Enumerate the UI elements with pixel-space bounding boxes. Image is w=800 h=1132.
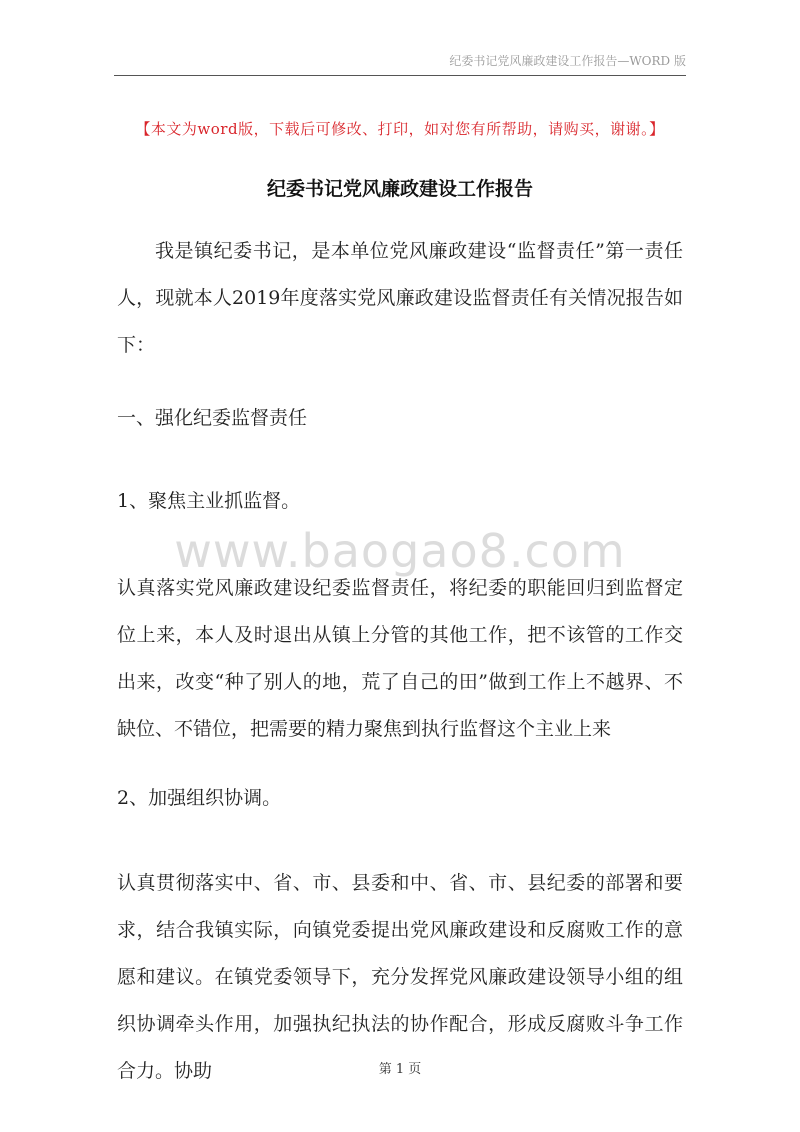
item-heading-2: 2、加强组织协调。 [117,787,282,809]
document-title: 纪委书记党风廉政建设工作报告 [266,178,533,200]
item-1-paragraph: 认真落实党风廉政建设纪委监督责任，将纪委的职能回归到监督定位上来，本人及时退出从镇上分管的其他工作，把不该管的工作交出来，改变“种了别人的地，荒了自己的田”做到工作上不越界、不缺位、不错位，把需要的精力聚焦到执行监督这个主业上来 [117,577,683,740]
header-divider [114,75,686,76]
item-2-paragraph: 认真贯彻落实中、省、市、县委和中、省、市、县纪委的部署和要求，结合我镇实际，向镇党委提出党风廉政建设和反腐败工作的意愿和建议。在镇党委领导下，充分发挥党风廉政建设领导小组的组织协调牵头作用，加强执纪执法的协作配合，形成反腐败斗争工作合力。协助 [117,872,683,1082]
intro-paragraph: 我是镇纪委书记，是本单位党风廉政建设“监督责任”第一责任人，现就本人2019年度落实党风廉政建设监督责任有关情况报告如下： [117,240,683,356]
running-header: 纪委书记党风廉政建设工作报告—WORD 版 [449,54,686,68]
item-heading-1: 1、聚焦主业抓监督。 [117,490,301,512]
page-number: 第 1 页 [378,1062,422,1077]
section-heading-1: 一、强化纪委监督责任 [117,407,308,429]
watermark-text: www.baogao8.com [174,524,626,578]
download-notice: 【本文为word版，下载后可修改、打印，如对您有所帮助，请购买，谢谢。】 [135,120,665,138]
